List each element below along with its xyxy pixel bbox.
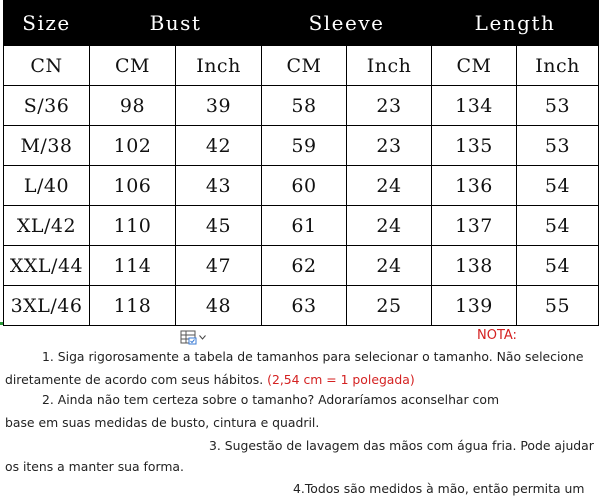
subheader-cell: Inch — [176, 46, 262, 86]
table-cell: S/36 — [4, 86, 90, 126]
table-row — [4, 126, 599, 166]
table-cell: 136 — [432, 166, 517, 206]
table-cell: 134 — [432, 86, 517, 126]
table-cell: 114 — [90, 246, 176, 286]
table-cell: 135 — [432, 126, 517, 166]
subheader-cell: CM — [262, 46, 347, 86]
notes-section — [0, 325, 601, 499]
table-cell: 24 — [347, 206, 432, 246]
size-chart — [3, 0, 598, 326]
table-cell: 43 — [176, 166, 262, 206]
subheader-cell: CM — [90, 46, 176, 86]
table-row — [4, 166, 599, 206]
table-cell: 25 — [347, 286, 432, 326]
table-cell: 47 — [176, 246, 262, 286]
note-line: 4.Todos são medidos à mão, então permita um — [293, 481, 585, 496]
note-text: diretamente de acordo com seus hábitos. — [5, 372, 268, 387]
table-header-row — [4, 1, 599, 46]
table-cell: 98 — [90, 86, 176, 126]
table-options-icon — [180, 330, 197, 345]
table-cell: M/38 — [4, 126, 90, 166]
note-line: os itens a manter sua forma. — [5, 459, 184, 474]
table-cell: 24 — [347, 246, 432, 286]
table-cell: 106 — [90, 166, 176, 206]
size-table — [3, 0, 599, 326]
table-cell: 53 — [517, 86, 599, 126]
table-cell: 110 — [90, 206, 176, 246]
table-row — [4, 286, 599, 326]
table-cell: 42 — [176, 126, 262, 166]
chevron-down-icon — [199, 335, 206, 340]
table-cell: 48 — [176, 286, 262, 326]
subheader-cell: Inch — [517, 46, 599, 86]
table-cell: 102 — [90, 126, 176, 166]
table-cell: 45 — [176, 206, 262, 246]
table-subheader-row — [4, 46, 599, 86]
subheader-cell: Inch — [347, 46, 432, 86]
table-cell: XXL/44 — [4, 246, 90, 286]
table-cell: 58 — [262, 86, 347, 126]
table-cell: 54 — [517, 166, 599, 206]
table-options-button[interactable] — [180, 330, 206, 345]
table-row — [4, 86, 599, 126]
table-cell: 62 — [262, 246, 347, 286]
table-cell: 23 — [347, 86, 432, 126]
table-cell: 55 — [517, 286, 599, 326]
table-cell: 139 — [432, 286, 517, 326]
table-cell: XL/42 — [4, 206, 90, 246]
header-length: Length — [432, 1, 599, 46]
table-cell: 60 — [262, 166, 347, 206]
table-cell: 137 — [432, 206, 517, 246]
note-line — [5, 372, 415, 387]
conversion-note: (2,54 cm = 1 polegada) — [267, 372, 415, 387]
header-bust: Bust — [90, 1, 262, 46]
header-sleeve: Sleeve — [262, 1, 432, 46]
note-line: base em suas medidas de busto, cintura e quadril. — [5, 415, 320, 430]
table-cell: 3XL/46 — [4, 286, 90, 326]
table-cell: 59 — [262, 126, 347, 166]
table-cell: 24 — [347, 166, 432, 206]
table-cell: 138 — [432, 246, 517, 286]
table-cell: 54 — [517, 246, 599, 286]
note-line: 1. Siga rigorosamente a tabela de tamanhos para selecionar o tamanho. Não selecione — [42, 349, 584, 364]
table-cell: 23 — [347, 126, 432, 166]
table-cell: 118 — [90, 286, 176, 326]
note-line: 3. Sugestão de lavagem das mãos com água fria. Pode ajudar — [209, 438, 594, 453]
table-cell: L/40 — [4, 166, 90, 206]
subheader-cell: CN — [4, 46, 90, 86]
note-line: 2. Ainda não tem certeza sobre o tamanho? Adoraríamos aconselhar com — [42, 392, 500, 407]
table-cell: 63 — [262, 286, 347, 326]
table-cell: 53 — [517, 126, 599, 166]
subheader-cell: CM — [432, 46, 517, 86]
table-cell: 39 — [176, 86, 262, 126]
notes-title: NOTA: — [477, 328, 517, 343]
table-row — [4, 206, 599, 246]
table-cell: 54 — [517, 206, 599, 246]
header-size: Size — [4, 1, 90, 46]
table-row — [4, 246, 599, 286]
table-cell: 61 — [262, 206, 347, 246]
